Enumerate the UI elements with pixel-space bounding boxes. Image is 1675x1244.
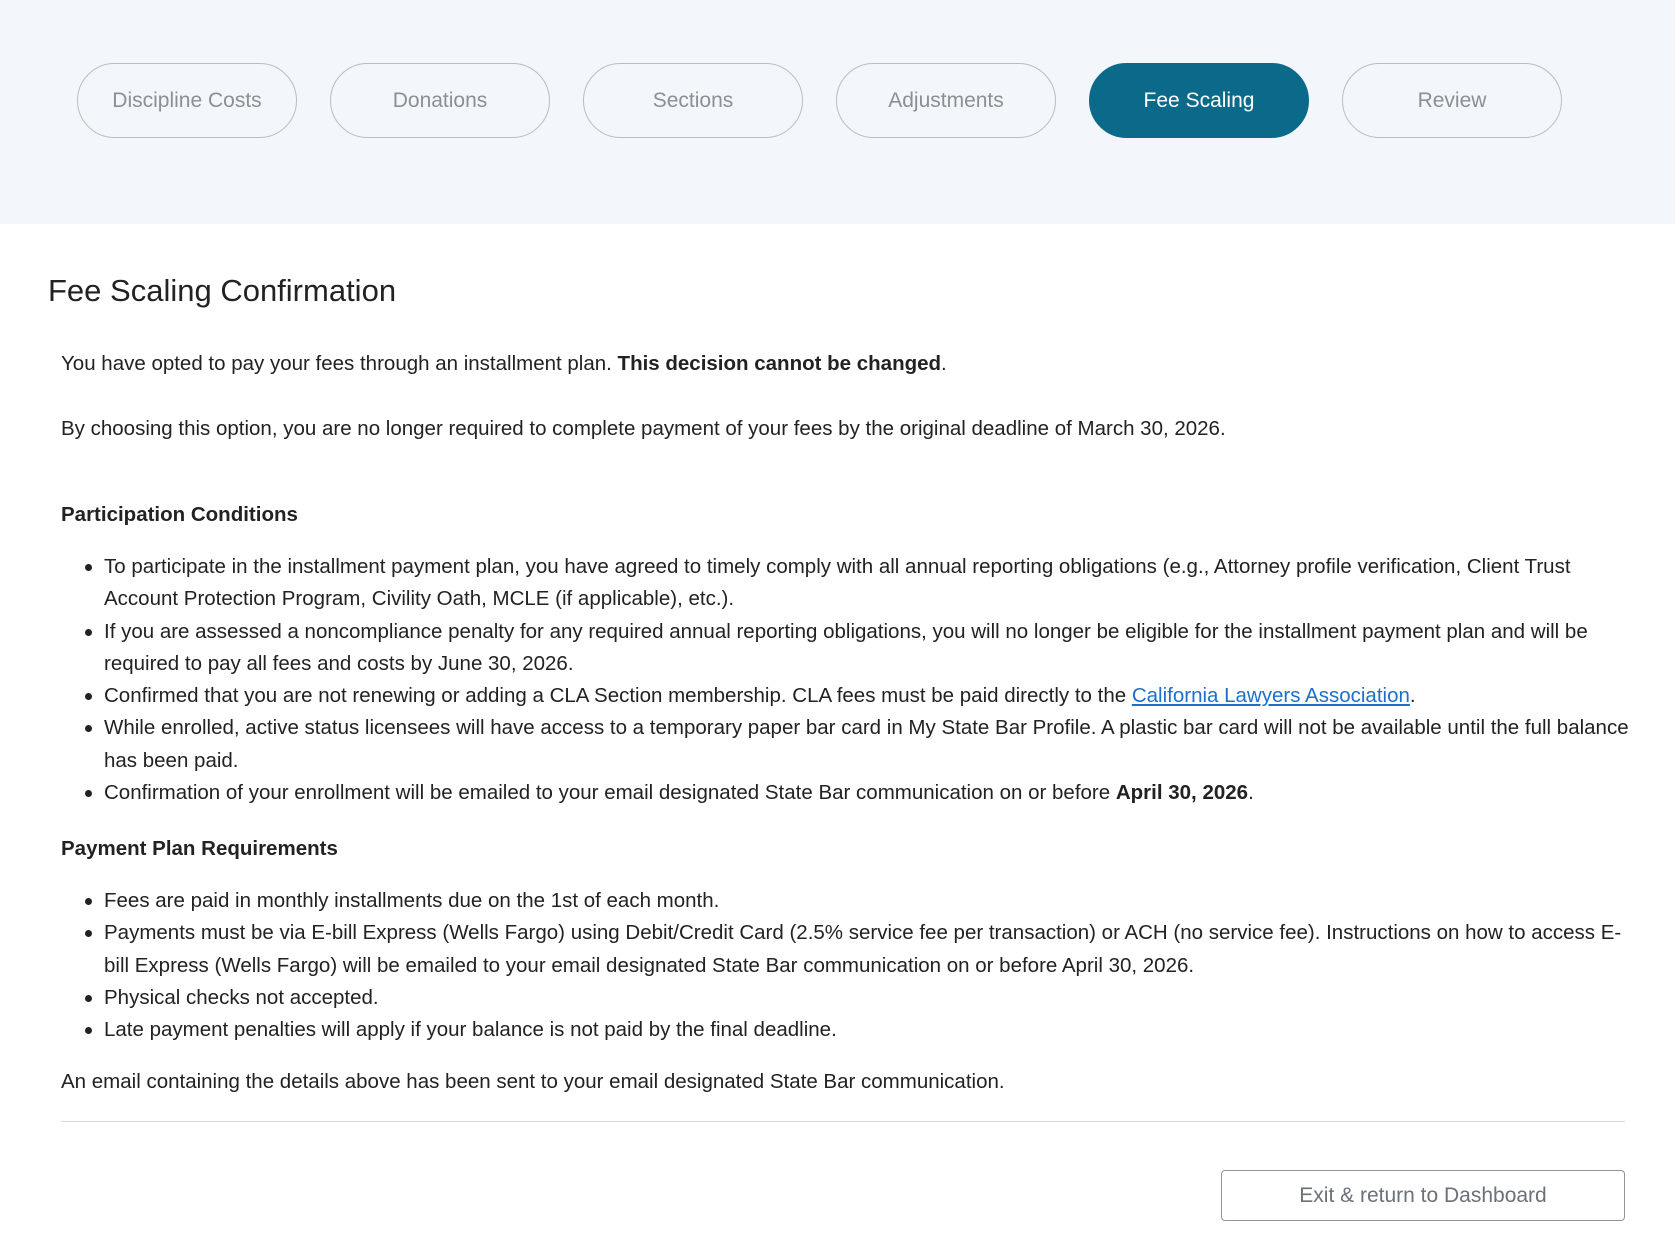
enrollment-date: April 30, 2026 [1115,781,1249,805]
step-review[interactable]: Review [1342,63,1562,138]
exit-dashboard-button[interactable]: Exit & return to Dashboard [1221,1170,1625,1221]
step-fee-scaling[interactable]: Fee Scaling [1089,63,1309,138]
list-item [61,777,1631,809]
list-item: Physical checks not accepted. [61,982,1631,1014]
list-item-text: Confirmed that you are not renewing or adding a CLA Section membership. CLA fees must be paid directly to the [104,684,1132,708]
participation-list [61,551,1631,809]
step-adjustments[interactable]: Adjustments [836,63,1056,138]
intro-text: You have opted to pay your fees through an installment plan. [61,352,618,375]
step-list [77,63,1562,138]
intro-bold-text: This decision cannot be changed [617,352,942,375]
cla-link[interactable]: California Lawyers Association [1131,684,1410,708]
payment-plan-heading: Payment Plan Requirements [61,837,338,860]
participation-heading: Participation Conditions [61,503,298,526]
list-item [61,616,1631,681]
list-item: Payments must be via E-bill Express (Wells Fargo) using Debit/Credit Card (2.5% service fee per transaction) or ACH (no service fee). Instructions on how to access E-bill Express (Wells Fargo) will be emailed to your email designated State Bar communication on or before April 30, 2026. [61,917,1631,982]
list-item [61,551,1631,616]
stepper-bar [0,0,1675,224]
email-note: An email containing the details above has been sent to your email designated State Bar communication. [61,1070,1005,1093]
intro-paragraph [61,348,1631,380]
list-item [61,712,1631,777]
list-item-text: Confirmation of your enrollment will be emailed to your email designated State Bar communication on or before [104,781,1116,805]
deadline-note: By choosing this option, you are no longer required to complete payment of your fees by the original deadline of March 30, 2026. [61,417,1226,440]
step-donations[interactable]: Donations [330,63,550,138]
list-item-text: While enrolled, active status licensees will have access to a temporary paper bar card in My State Bar Profile. A plastic bar card will not be available until the full balance has been paid. [104,716,1629,772]
list-item: Fees are paid in monthly installments due on the 1st of each month. [61,885,1631,917]
list-item [61,680,1631,712]
list-item-text-end: . [1248,781,1254,805]
list-item-text: If you are assessed a noncompliance penalty for any required annual reporting obligations, you will no longer be eligible for the installment payment plan and will be required to pay all fees and costs by June 30, 2026. [104,619,1588,675]
intro-text-end: . [941,352,947,375]
list-item-text: To participate in the installment payment plan, you have agreed to timely comply with all annual reporting obligations (e.g., Attorney profile verification, Client Trust Account Protection Program, Civility Oath, MCLE (if applicable), etc.). [104,555,1571,611]
list-item: Late payment penalties will apply if your balance is not paid by the final deadline. [61,1014,1631,1046]
payment-plan-list [61,885,1631,1046]
step-discipline-costs[interactable]: Discipline Costs [77,63,297,138]
step-sections[interactable]: Sections [583,63,803,138]
divider [61,1121,1625,1122]
list-item-text-end: . [1409,684,1416,708]
page-title: Fee Scaling Confirmation [48,273,397,308]
